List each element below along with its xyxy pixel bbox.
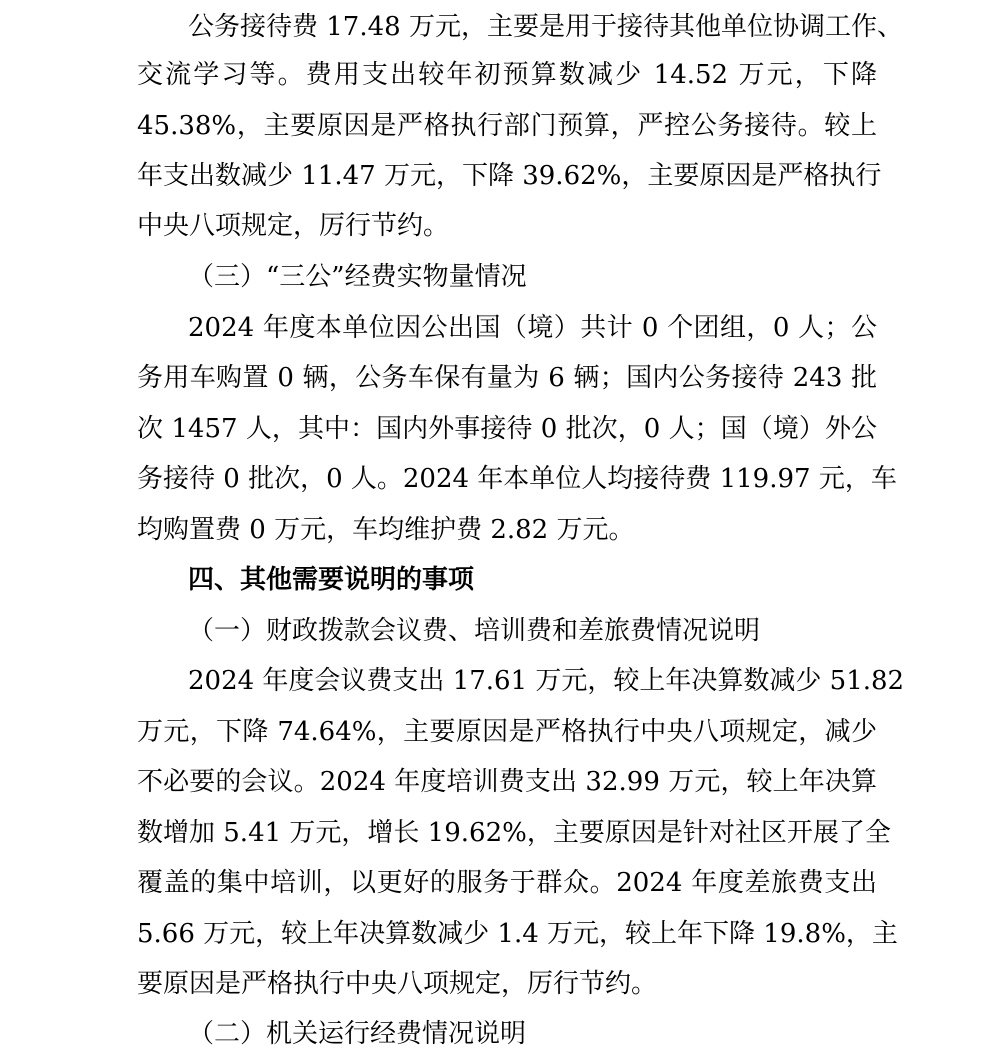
text-line: 均购置费 0 万元，车均维护费 2.82 万元。: [137, 515, 635, 545]
section-heading: （三）“三公”经费实物量情况: [188, 262, 527, 292]
text-line: 万元，下降 74.64%，主要原因是严格执行中央八项规定，减少: [137, 717, 877, 747]
text-line: 务用车购置 0 辆，公务车保有量为 6 辆；国内公务接待 243 批: [137, 363, 877, 393]
text-line: 中央八项规定，厉行节约。: [137, 211, 450, 241]
text-line: 公务接待费 17.48 万元，主要是用于接待其他单位协调工作、: [188, 12, 903, 42]
text-line: 要原因是严格执行中央八项规定，厉行节约。: [137, 969, 658, 999]
text-line: 务接待 0 批次，0 人。2024 年本单位人均接待费 119.97 元，车: [137, 464, 897, 494]
text-line: 年支出数减少 11.47 万元，下降 39.62%，主要原因是严格执行: [137, 161, 882, 191]
text-line: 2024 年度本单位因公出国（境）共计 0 个团组，0 人；公: [188, 313, 877, 343]
section-heading: （二）机关运行经费情况说明: [188, 1019, 527, 1049]
text-line: 5.66 万元，较上年决算数减少 1.4 万元，较上年下降 19.8%，主: [137, 919, 898, 949]
text-line: 覆盖的集中培训，以更好的服务于群众。2024 年度差旅费支出: [137, 868, 877, 898]
text-line: 2024 年度会议费支出 17.61 万元，较上年决算数减少 51.82: [188, 666, 905, 696]
text-line: 45.38%，主要原因是严格执行部门预算，严控公务接待。较上: [137, 111, 877, 141]
text-line: 数增加 5.41 万元，增长 19.62%，主要原因是针对社区开展了全: [137, 818, 891, 848]
section-heading: （一）财政拨款会议费、培训费和差旅费情况说明: [188, 616, 761, 646]
text-line: 次 1457 人，其中：国内外事接待 0 批次，0 人；国（境）外公: [137, 414, 877, 444]
text-line: 不必要的会议。2024 年度培训费支出 32.99 万元，较上年决算: [137, 767, 877, 797]
chapter-heading: 四、其他需要说明的事项: [188, 565, 475, 595]
text-line: 交流学习等。费用支出较年初预算数减少 14.52 万元，下降: [137, 60, 877, 90]
